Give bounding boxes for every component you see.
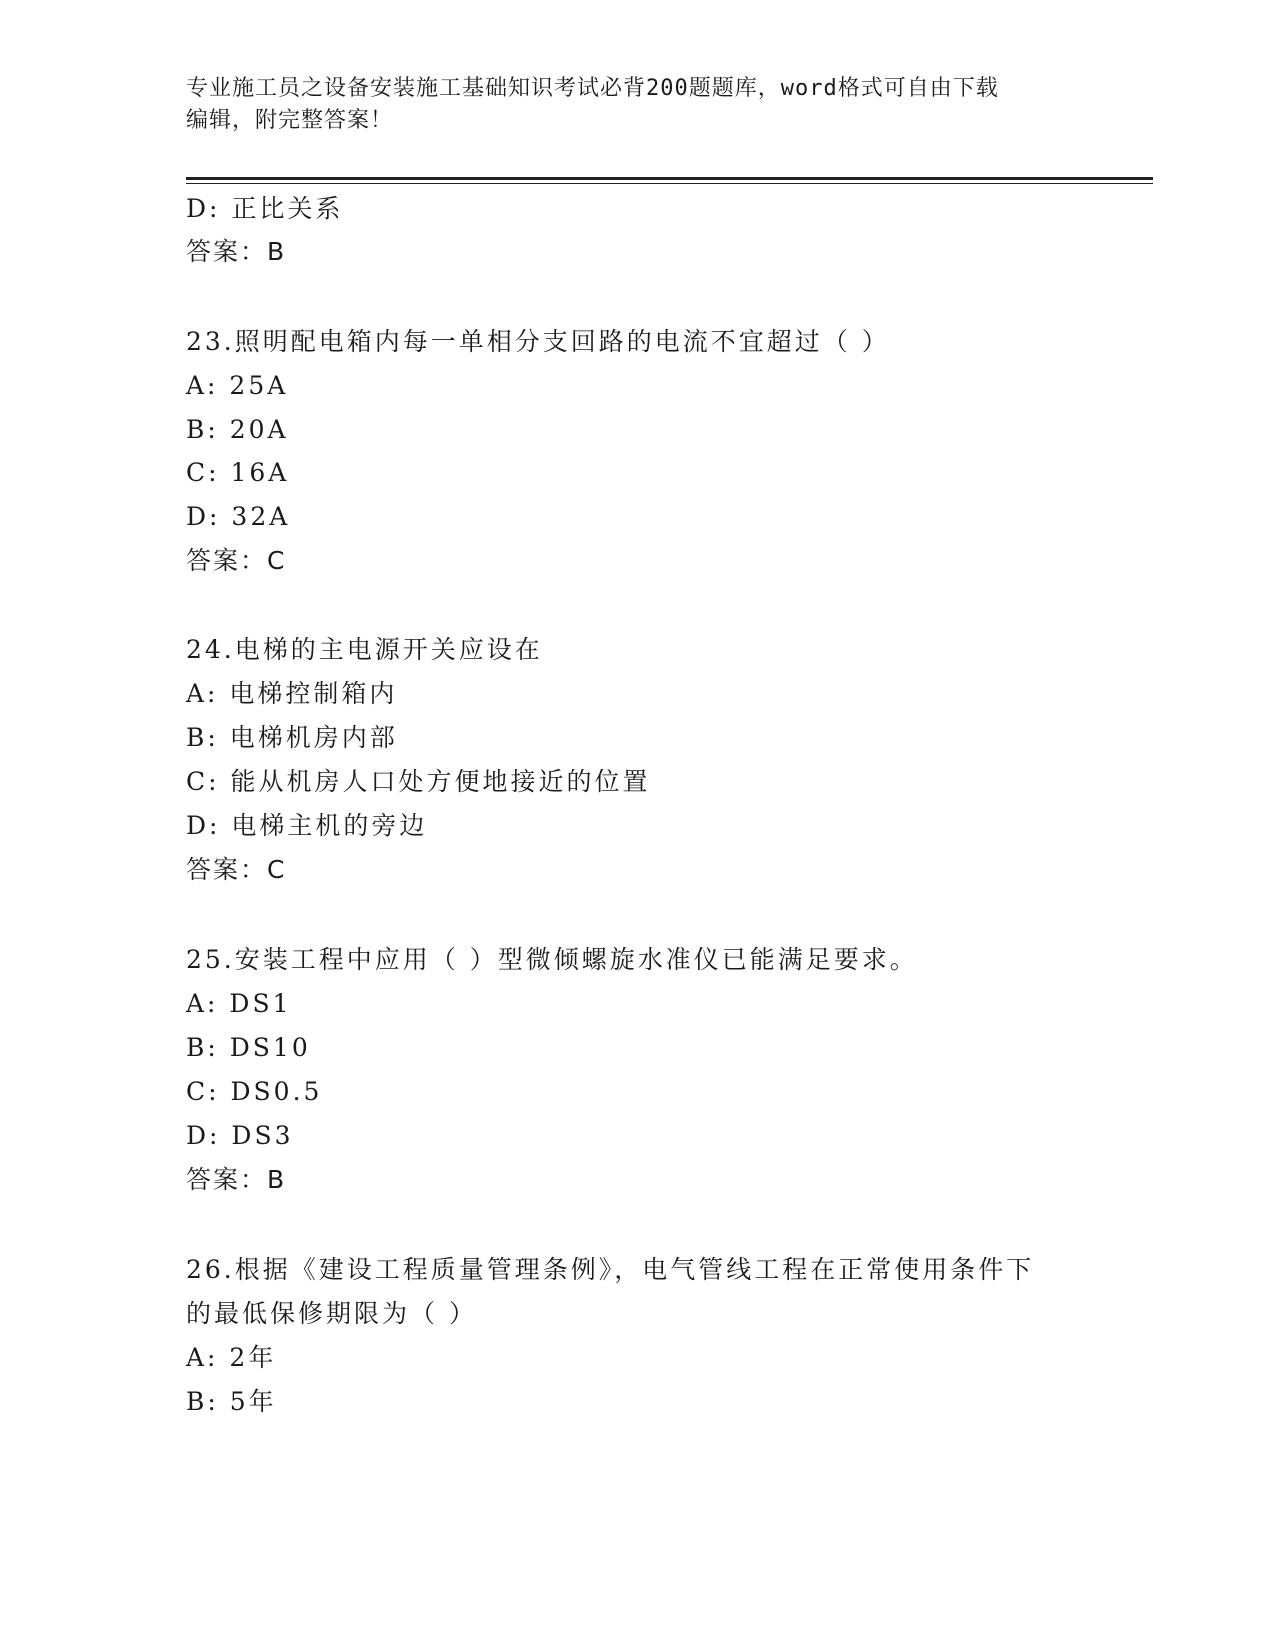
q24-answer: 答案：C bbox=[186, 855, 287, 884]
q26-option-a: A: 2年 bbox=[186, 1343, 277, 1372]
q25-option-a: A: DS1 bbox=[186, 989, 292, 1018]
q26-option-b: B: 5年 bbox=[186, 1387, 277, 1416]
q26-question-line-1: 26.根据《建设工程质量管理条例》，电气管线工程在正常使用条件下 bbox=[186, 1255, 1035, 1284]
q23-option-a: A: 25A bbox=[186, 371, 289, 400]
header-divider-thin bbox=[186, 183, 1153, 184]
q25-question: 25.安装工程中应用（ ）型微倾螺旋水准仪已能满足要求。 bbox=[186, 945, 918, 974]
q24-question: 24.电梯的主电源开关应设在 bbox=[186, 635, 543, 664]
q24-option-c: C: 能从机房人口处方便地接近的位置 bbox=[186, 767, 651, 796]
q23-option-d: D: 32A bbox=[186, 502, 291, 531]
q23-option-b: B: 20A bbox=[186, 415, 289, 444]
q25-option-b: B: DS10 bbox=[186, 1033, 311, 1062]
q24-option-d: D: 电梯主机的旁边 bbox=[186, 811, 428, 840]
q23-answer: 答案：C bbox=[186, 546, 287, 575]
q24-option-b: B: 电梯机房内部 bbox=[186, 723, 398, 752]
q25-answer: 答案：B bbox=[186, 1165, 287, 1194]
q26-question-line-2: 的最低保修期限为（ ） bbox=[186, 1299, 477, 1328]
header-divider-thick bbox=[186, 177, 1153, 180]
q22-option-d: D: 正比关系 bbox=[186, 194, 344, 223]
q23-question: 23.照明配电箱内每一单相分支回路的电流不宜超过（ ） bbox=[186, 327, 890, 356]
document-header bbox=[186, 73, 1086, 137]
q25-option-d: D: DS3 bbox=[186, 1121, 294, 1150]
header-title-line-2: 编辑，附完整答案！ bbox=[186, 108, 394, 133]
header-title-line-1: 专业施工员之设备安装施工基础知识考试必背200题题库，word格式可自由下载 bbox=[186, 76, 999, 101]
q25-option-c: C: DS0.5 bbox=[186, 1077, 323, 1106]
q23-option-c: C: 16A bbox=[186, 458, 290, 487]
q22-answer: 答案：B bbox=[186, 237, 287, 266]
q24-option-a: A: 电梯控制箱内 bbox=[186, 679, 398, 708]
